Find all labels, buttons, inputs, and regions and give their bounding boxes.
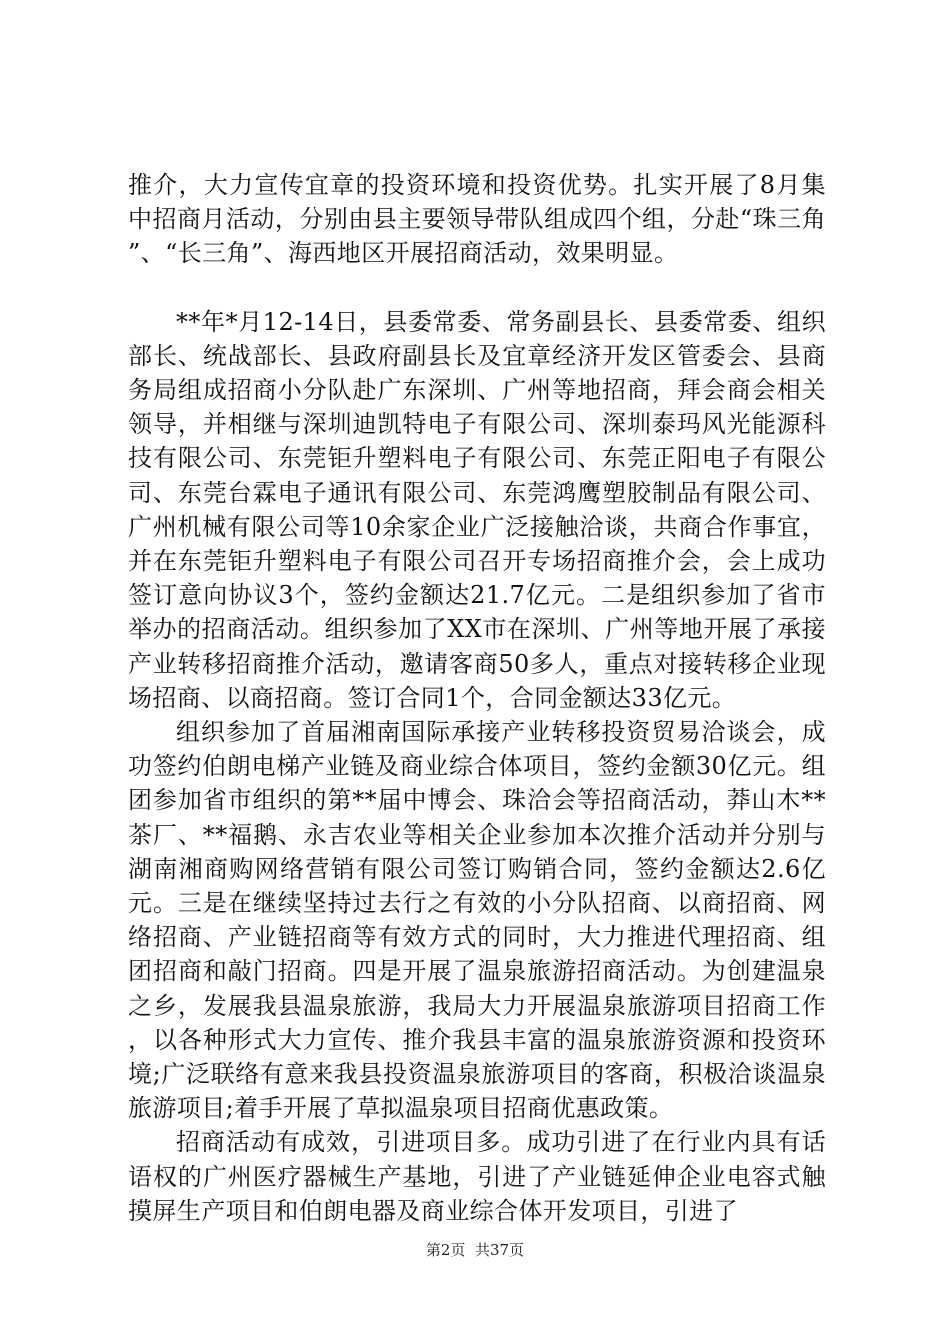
page-total: 共37页 <box>475 1241 525 1259</box>
paragraph-trade-fair: 组织参加了首届湘南国际承接产业转移投资贸易洽谈会，成功签约伯朗电梯产业链及商业综合体项目，签约金额30亿元。组团参加省市组织的第**届中博会、珠洽会等招商活动，莽山木**茶厂、**福鹅、永吉农业等相关企业参加本次推介活动并分别与湖南湘商购网络营销有限公司签订购销合同，签约金额达2.6亿元。三是在继续坚持过去行之有效的小分队招商、以商招商、网络招商、产业链招商等有效方式的同时，大力推进代理招商、组团招商和敲门招商。四是开展了温泉旅游招商活动。为创建温泉之乡，发展我县温泉旅游，我局大力开展温泉旅游项目招商工作，以各种形式大力宣传、推介我县丰富的温泉旅游资源和投资环境;广泛联络有意来我县投资温泉旅游项目的客商，积极洽谈温泉旅游项目;着手开展了草拟温泉项目招商优惠政策。 <box>128 718 826 1123</box>
document-body <box>128 168 826 1228</box>
page-footer <box>0 1240 950 1260</box>
paragraph-gap <box>128 271 826 305</box>
paragraph-continuation: 推介，大力宣传宜章的投资环境和投资优势。扎实开展了8月集中招商月活动，分别由县主要领导带队组成四个组，分赴“珠三角”、“长三角”、海西地区开展招商活动，效果明显。 <box>128 171 826 268</box>
page-number: 第2页 <box>425 1241 466 1259</box>
paragraph-investment-trip: **年*月12-14日，县委常委、常务副县长、县委常委、组织部长、统战部长、县政府副县长及宜章经济开发区管委会、县商务局组成招商小分队赴广东深圳、广州等地招商，拜会商会相关领导，并相继与深圳迪凯特电子有限公司、深圳泰玛风光能源科技有限公司、东莞钜升塑料电子有限公司、东莞正阳电子有限公司、东莞台霖电子通讯有限公司、东莞鸿鹰塑胶制品有限公司、广州机械有限公司等10余家企业广泛接触洽谈，共商合作事宜，并在东莞钜升塑料电子有限公司召开专场招商推介会，会上成功签订意向协议3个，签约金额达21.7亿元。二是组织参加了省市举办的招商活动。组织参加了XX市在深圳、广州等地开展了承接产业转移招商推介活动，邀请客商50多人，重点对接转移企业现场招商、以商招商。签订合同1个，合同金额达33亿元。 <box>128 307 826 712</box>
paragraph-results: 招商活动有成效，引进项目多。成功引进了在行业内具有话语权的广州医疗器械生产基地，引进了产业链延伸企业电容式触摸屏生产项目和伯朗电器及商业综合体开发项目，引进了 <box>128 1128 826 1225</box>
footer-spacer <box>465 1241 475 1259</box>
